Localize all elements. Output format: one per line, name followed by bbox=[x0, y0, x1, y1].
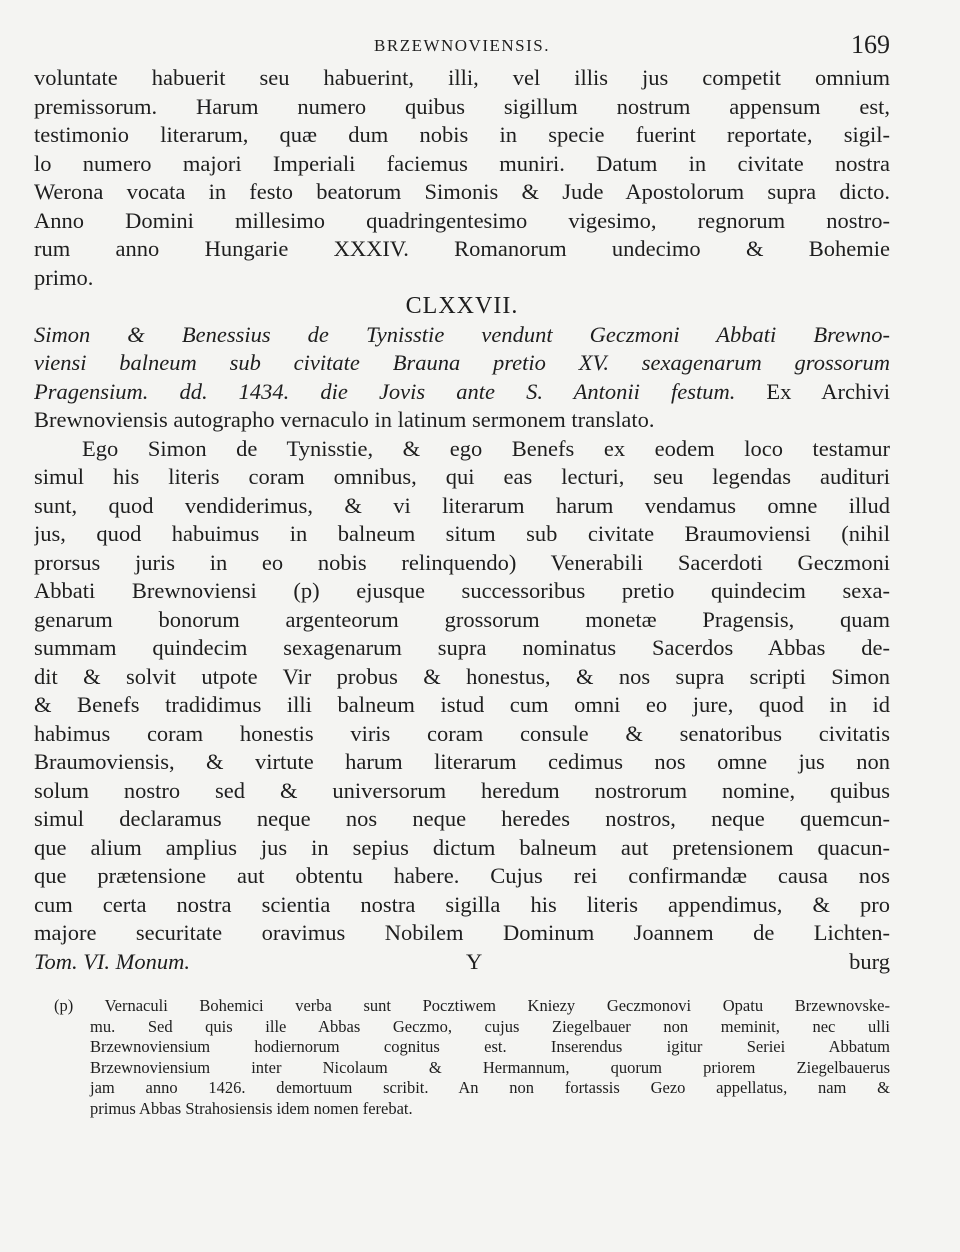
text-line: lo numero majori Imperiali faciemus muniri. Datum in civitate nostra bbox=[34, 150, 890, 176]
summary-line: Brewnoviensis autographo vernaculo in latinum sermonem translato. bbox=[34, 407, 655, 432]
document-number-heading: CLXXVII. bbox=[405, 293, 519, 319]
text-line: jus, quod habuimus in balneum situm sub civitate Braumoviensi (nihil bbox=[34, 521, 890, 546]
text-line: premissorum. Harum numero quibus sigillum nostrum appensum est, bbox=[34, 93, 890, 119]
text-line: Abbati Brewnoviensi (p) ejusque successoribus pretio quindecim sexa- bbox=[34, 578, 890, 603]
text-line: solum nostro sed & universorum heredum nostrorum nomine, quibus bbox=[34, 777, 890, 803]
text-line: simul his literis coram omnibus, qui eas lecturi, seu legendas audituri bbox=[34, 464, 890, 489]
text-line: Braumoviensis, & virtute harum literarum cedimus nos omne jus non bbox=[34, 749, 890, 774]
summary-line: Simon & Benessius de Tynisstie vendunt Geczmoni Abbati Brewno- bbox=[34, 321, 890, 347]
summary-line: viensi balneum sub civitate Brauna pretio XV. sexagenarum grossorum bbox=[34, 350, 890, 375]
main-text bbox=[34, 64, 890, 976]
text-line: que alium amplius jus in sepius dictum balneum aut pretensionem quacun- bbox=[34, 834, 890, 860]
text-line: voluntate habuerit seu habuerint, illi, vel illis jus competit omnium bbox=[34, 65, 890, 90]
page-header bbox=[34, 30, 890, 64]
text-line: & Benefs tradidimus illi balneum istud cum omni eo jure, quod in id bbox=[34, 692, 890, 717]
catchword: burg bbox=[849, 948, 890, 974]
gathering-signature: Y bbox=[466, 948, 483, 974]
text-line: summam quindecim sexagenarum supra nominatus Sacerdos Abbas de- bbox=[34, 635, 890, 660]
text-line: majore securitate oravimus Nobilem Dominum Joannem de Lichten- bbox=[34, 920, 890, 945]
text-line: sunt, quod vendiderimus, & vi literarum harum vendamus omne illud bbox=[34, 492, 890, 518]
text-line: cum certa nostra scientia nostra sigilla his literis appendimus, & pro bbox=[34, 891, 890, 917]
text-line: dit & solvit utpote Vir probus & honestus, & nos supra scripti Simon bbox=[34, 663, 890, 689]
text-line: Werona vocata in festo beatorum Simonis & Jude Apostolorum supra dicto. bbox=[34, 179, 890, 204]
footnote-line: jam anno 1426. demortuum scribit. An non fortassis Gezo appellatus, nam & bbox=[90, 1078, 890, 1097]
summary-archive: Ex Archivi bbox=[735, 378, 890, 404]
text-line: Ego Simon de Tynisstie, & ego Benefs ex eodem loco testamur bbox=[82, 435, 890, 461]
footnote-line: mu. Sed quis ille Abbas Geczmo, cujus Ziegelbauer non meminit, nec ulli bbox=[90, 1016, 890, 1036]
text-line: simul declaramus neque nos neque heredes nostros, neque quemcun- bbox=[34, 806, 890, 831]
text-line: que prætensione aut obtentu habere. Cujus rei confirmandæ causa nos bbox=[34, 863, 890, 888]
text-line: Anno Domini millesimo quadringentesimo vigesimo, regnorum nostro- bbox=[34, 207, 890, 233]
footnote bbox=[54, 996, 890, 1119]
signature-line bbox=[34, 948, 890, 977]
page-number: 169 bbox=[851, 30, 890, 59]
summary-line bbox=[34, 378, 890, 407]
running-head: BRZEWNOVIENSIS. bbox=[374, 36, 550, 55]
footnote-line: Brzewnoviensium inter Nicolaum & Hermannum, quorum priorem Ziegelbauerus bbox=[90, 1057, 890, 1077]
text-line: prorsus juris in eo nobis relinquendo) Venerabili Sacerdoti Geczmoni bbox=[34, 549, 890, 575]
volume-signature: Tom. VI. Monum. bbox=[34, 948, 191, 974]
footnote-line: (p) Vernaculi Bohemici verba sunt Pocztiwem Kniezy Geczmonovi Opatu Brzewnovske- bbox=[54, 996, 890, 1015]
text-line: rum anno Hungarie XXXIV. Romanorum undecimo & Bohemie bbox=[34, 236, 890, 261]
footnote-line: primus Abbas Strahosiensis idem nomen ferebat. bbox=[90, 1098, 413, 1118]
footnote-line: Brzewnoviensium hodiernorum cognitus est. Inserendus igitur Seriei Abbatum bbox=[90, 1037, 890, 1056]
text-line: genarum bonorum argenteorum grossorum monetæ Pragensis, quam bbox=[34, 606, 890, 632]
text-line: habimus coram honestis viris coram consule & senatoribus civitatis bbox=[34, 720, 890, 746]
text-line: primo. bbox=[34, 264, 94, 290]
summary-italic: Pragensium. dd. 1434. die Jovis ante S. Antonii festum. bbox=[34, 378, 736, 404]
text-line: testimonio literarum, quæ dum nobis in specie fuerint reportate, sigil- bbox=[34, 122, 890, 147]
